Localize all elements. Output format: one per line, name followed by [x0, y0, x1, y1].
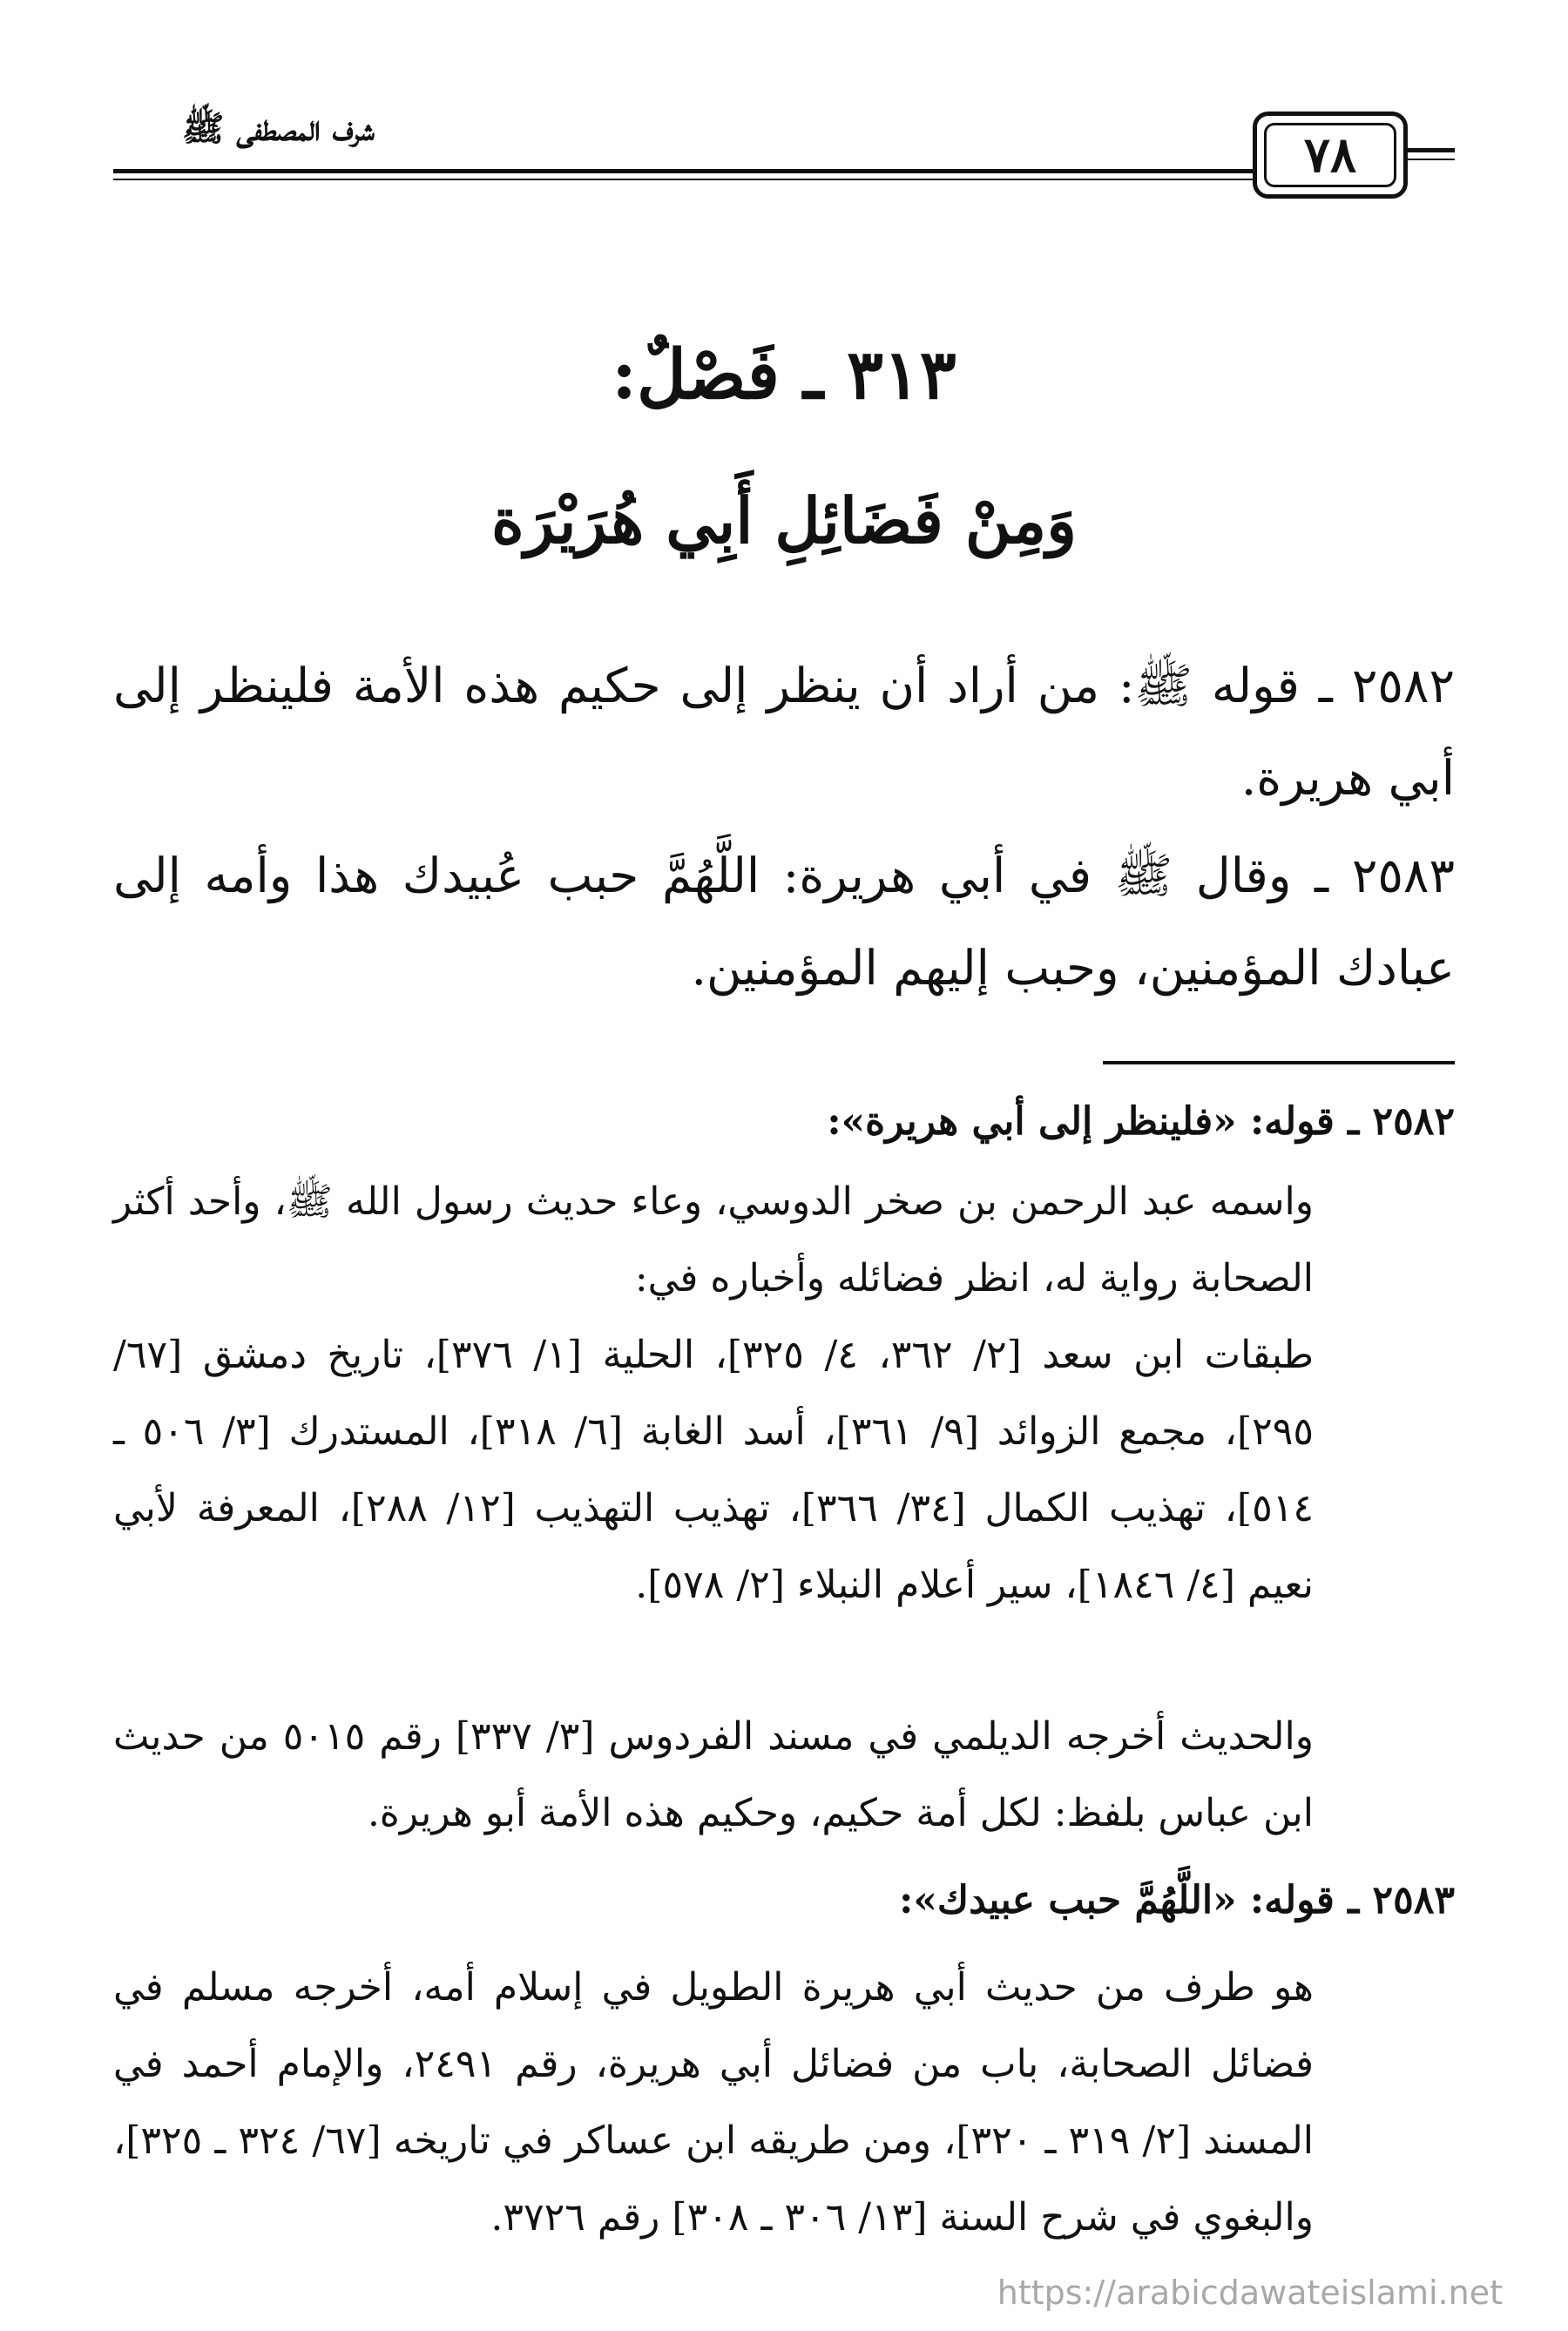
note-2582-takhrij: والحديث أخرجه الديلمي في مسند الفردوس [٣/ ٣٣٧] رقم ٥٠١٥ من حديث ابن عباس بلفظ: لكل أمة حكيم، وحكيم هذه الأمة أبو هريرة.	[113, 1714, 1315, 1835]
header-tail-thick	[1408, 148, 1455, 152]
note-2583-takhrij: هو طرف من حديث أبي هريرة الطويل في إسلام أمه، أخرجه مسلم في فضائل الصحابة، باب من فضائل أبي هريرة، رقم ٢٤٩١، والإمام أحمد في المسند [٢/ ٣١٩ ـ ٣٢٠]، ومن طريقه ابن عساكر في تاريخه [٦٧/ ٣٢٤ ـ ٣٢٥]، والبغوي في شرح السنة [١٣/ ٣٠٦ ـ ٣٠٨] رقم ٣٧٢٦.	[113, 1965, 1314, 2240]
note-2583-heading: ٢٥٨٣ ـ قوله: «اللَّهُمَّ حبب عبيدك»:	[899, 1878, 1455, 1922]
note-2582-sources: طبقات ابن سعد [٢/ ٣٦٢، ٤/ ٣٢٥]، الحلية [١/ ٣٧٦]، تاريخ دمشق [٦٧/ ٢٩٥]، مجمع الزوائد [٩/ ٣٦١]، أسد الغابة [٦/ ٣١٨]، المستدرك [٣/ ٥٠٦ ـ ٥١٤]، تهذيب الكمال [٣٤/ ٣٦٦]، تهذيب التهذيب [١٢/ ٢٨٨]، المعرفة لأبي نعيم [٤/ ١٨٤٦]، سير أعلام النبلاء [٢/ ٥٧٨].	[113, 1333, 1315, 1607]
running-book-title: شرف المصطفى ﷺ	[182, 108, 375, 149]
section-subtitle: وَمِنْ فَضَائِلِ أَبِي هُرَيْرَة	[491, 483, 1077, 557]
footnote-separator	[1103, 1061, 1455, 1064]
note-2582-bio: واسمه عبد الرحمن بن صخر الدوسي، وعاء حديث رسول الله ﷺ، وأحد أكثر الصحابة رواية له، انظر فضائله وأخباره في:	[113, 1179, 1314, 1301]
header-rule-thick	[113, 169, 1253, 173]
page-header	[113, 103, 1455, 199]
header-rule-thin	[113, 179, 1253, 180]
page-number: ٧٨	[1264, 123, 1396, 187]
section-number-title: ٣١٣ ـ فَصْلٌ:	[612, 335, 956, 415]
page-number-frame	[1253, 111, 1408, 199]
note-2582-heading: ٢٥٨٢ ـ قوله: «فلينظر إلى أبي هريرة»:	[827, 1099, 1455, 1144]
header-tail-thin	[1408, 159, 1455, 160]
hadith-2583: ٢٥٨٣ ـ وقال ﷺ في أبي هريرة: اللَّهُمَّ حبب عُبيدك هذا وأمه إلى عبادك المؤمنين، وحبب إليهم المؤمنين.	[113, 848, 1455, 996]
watermark-url: https://arabicdawateislami.net	[997, 2274, 1503, 2312]
hadith-2582: ٢٥٨٢ ـ قوله ﷺ: من أراد أن ينظر إلى حكيم هذه الأمة فلينظر إلى أبي هريرة.	[113, 658, 1455, 806]
